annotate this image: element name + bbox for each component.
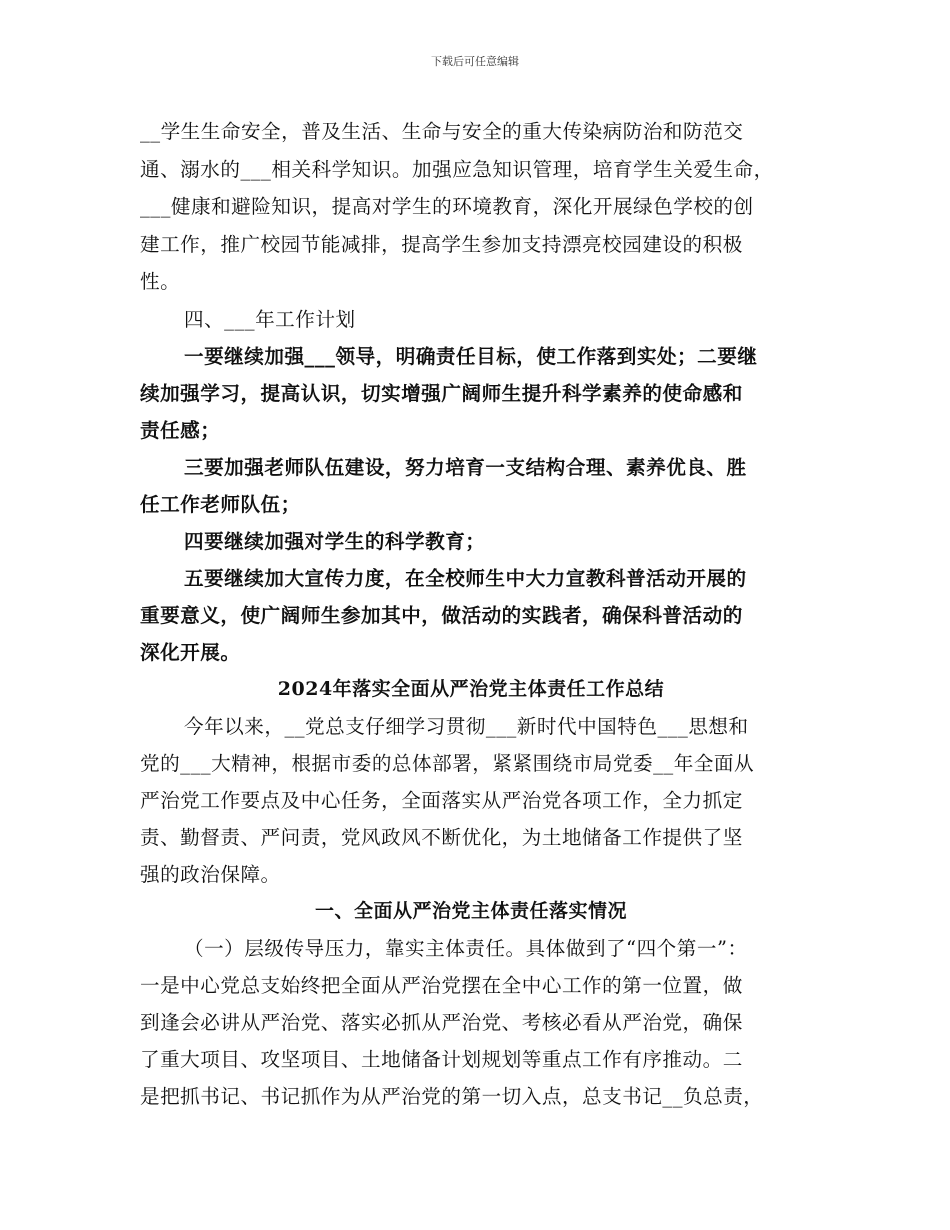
text-line: 任工作老师队伍； xyxy=(140,493,301,516)
text-line: ___健康和避险知识，提高对学生的环境教育，深化开展绿色学校的创 xyxy=(140,195,754,218)
text-line: 严治党工作要点及中心任务，全面落实从严治党各项工作，全力抓定 xyxy=(140,789,743,812)
report-body-paragraph xyxy=(140,930,812,1115)
text-line: 强的政治保障。 xyxy=(140,863,281,886)
text-line: 续加强学习，提高认识，切实增强广阔师生提升科学素养的使命感和 xyxy=(140,382,743,405)
text-line: 重要意义，使广阔师生参加其中，做活动的实践者，确保科普活动的 xyxy=(140,604,743,627)
text-line: 建工作，推广校园节能减排，提高学生参加支持漂亮校园建设的积极 xyxy=(140,232,743,256)
paragraph-safety-education xyxy=(140,113,812,301)
text-line: （一）层级传导压力，靠实主体责任。具体做到了“四个第一”： xyxy=(184,937,748,960)
report-title: 2024年落实全面从严治党主体责任工作总结 xyxy=(277,678,665,700)
text-line: 一要继续加强___领导，明确责任目标，使工作落到实处；二要继 xyxy=(184,345,758,368)
text-line: 三要加强老师队伍建设，努力培育一支结构合理、素养优良、胜 xyxy=(184,456,747,479)
document-body xyxy=(140,113,812,1115)
text-line: 党的___大精神，根据市委的总体部署，紧紧围绕市局党委__年全面从 xyxy=(140,752,755,775)
text-line: 一是中心党总支始终把全面从严治党摆在全中心工作的第一位置，做 xyxy=(140,974,743,997)
plan-item-4 xyxy=(140,560,812,671)
report-intro-paragraph xyxy=(140,708,812,893)
text-line: 通、溺水的___相关科学知识。加强应急知识管理，培育学生关爱生命， xyxy=(140,157,774,181)
plan-item-2 xyxy=(140,449,812,523)
text-line: 五要继续加大宣传力度，在全校师生中大力宣教科普活动开展的 xyxy=(184,567,747,590)
text-line: 四要继续加强对学生的科学教育； xyxy=(184,530,486,553)
page-header-note: 下载后可任意编辑 xyxy=(431,55,519,68)
text-line: 了重大项目、攻坚项目、土地储备计划规划等重点工作有序推动。二 xyxy=(140,1048,743,1071)
text-line: 性。 xyxy=(140,270,181,293)
text-line: 今年以来，__党总支仔细学习贯彻___新时代中国特色___思想和 xyxy=(184,715,749,738)
plan-item-3 xyxy=(140,523,812,560)
text-line: 是把抓书记、书记抓作为从严治党的第一切入点，总支书记__负总责， xyxy=(140,1085,764,1108)
text-line: 深化开展。 xyxy=(140,641,241,664)
text-line: 到逢会必讲从严治党、落实必抓从严治党、考核必看从严治党，确保 xyxy=(140,1011,743,1034)
plan-item-1 xyxy=(140,338,812,449)
plan-heading: 四、___年工作计划 xyxy=(184,307,356,331)
text-line: 责任感； xyxy=(140,419,221,442)
text-line: __学生生命安全，普及生活、生命与安全的重大传染病防治和防范交 xyxy=(140,120,744,143)
text-line: 责、勤督责、严问责，党风政风不断优化，为土地储备工作提供了坚 xyxy=(140,826,743,849)
section-heading: 一、全面从严治党主体责任落实情况 xyxy=(314,900,627,922)
